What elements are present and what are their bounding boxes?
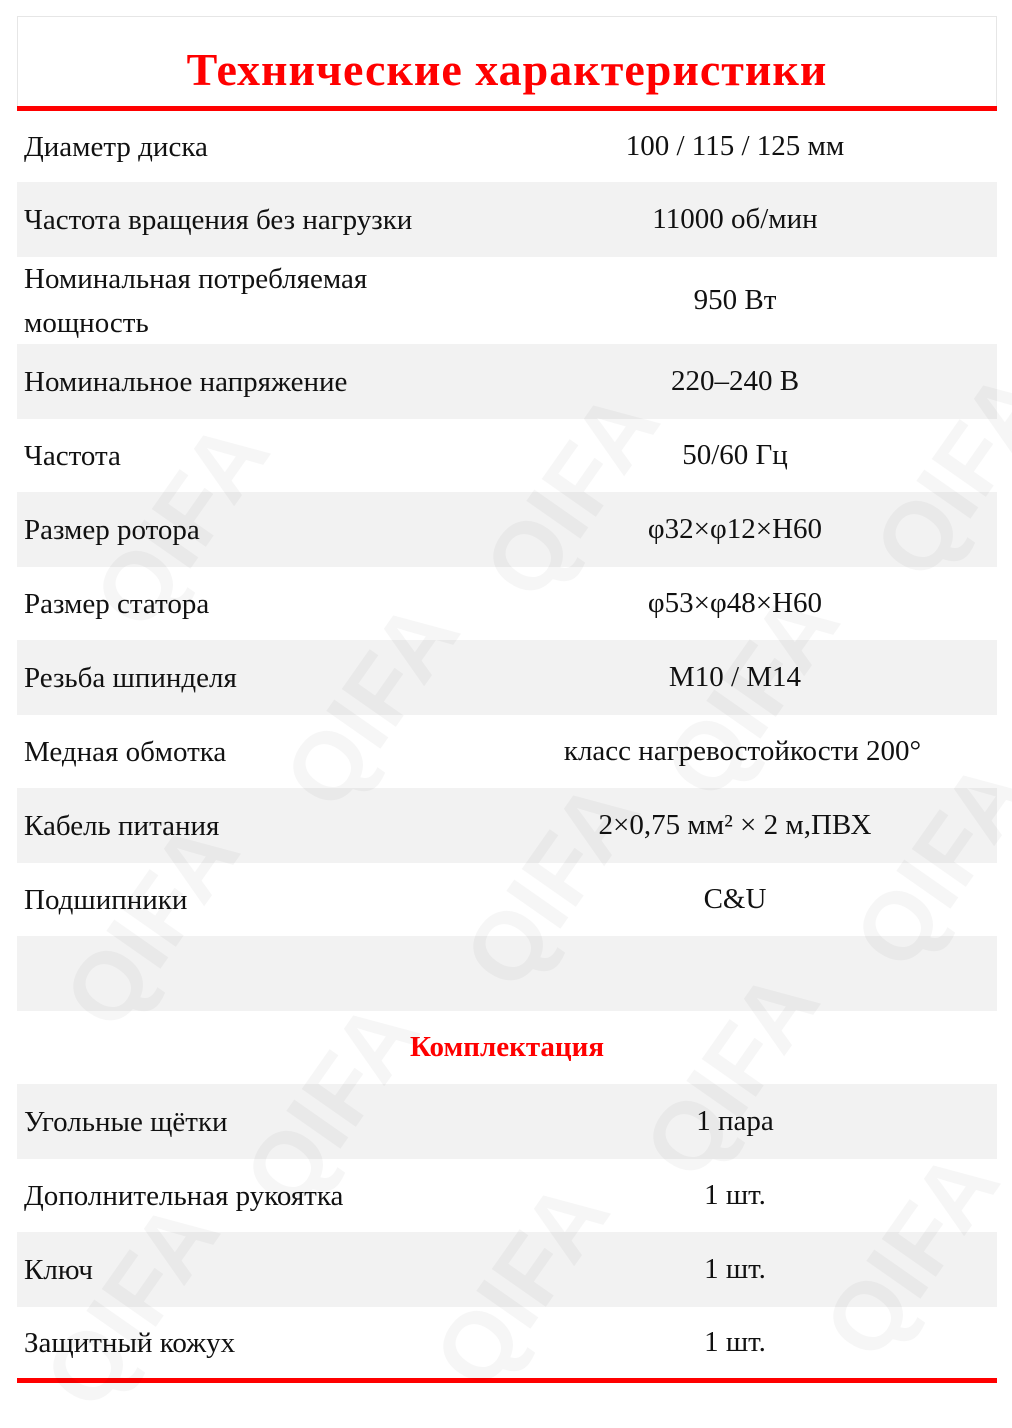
package-value: 1 шт. xyxy=(704,1253,766,1285)
spec-row xyxy=(17,715,997,788)
package-label: Защитный кожух xyxy=(24,1326,236,1359)
spec-value: 50/60 Гц xyxy=(682,439,788,471)
spec-value: C&U xyxy=(703,883,767,915)
spec-row xyxy=(17,344,997,419)
package-value: 1 шт. xyxy=(704,1179,766,1211)
page-title: Технические характеристики xyxy=(186,44,828,95)
spec-row xyxy=(17,419,997,492)
spec-value: 100 / 115 / 125 мм xyxy=(625,130,845,162)
spec-row xyxy=(17,111,997,182)
spec-row xyxy=(17,863,997,936)
spec-row xyxy=(17,788,997,863)
spec-label: Номинальное напряжение xyxy=(24,365,348,398)
spec-label: Частота вращения без нагрузки xyxy=(24,203,413,236)
spec-label: Номинальная потребляемая мощность xyxy=(24,262,368,339)
spec-row xyxy=(17,640,997,715)
spec-value: 950 Вт xyxy=(693,284,777,316)
package-row xyxy=(17,1232,997,1307)
package-value: 1 пара xyxy=(696,1105,774,1137)
package-label: Угольные щётки xyxy=(24,1105,228,1138)
spec-label: Диаметр диска xyxy=(24,130,208,163)
spec-row xyxy=(17,492,997,567)
spec-row xyxy=(17,567,997,640)
empty-row xyxy=(17,936,997,1011)
spec-label: Частота xyxy=(24,439,121,472)
spec-label: Резьба шпинделя xyxy=(24,661,237,694)
title-box xyxy=(17,16,997,106)
package-label: Ключ xyxy=(24,1253,93,1286)
package-row xyxy=(17,1307,997,1378)
spec-label: Размер ротора xyxy=(24,513,200,546)
spec-value: 11000 об/мин xyxy=(652,203,818,235)
spec-row xyxy=(17,257,997,344)
package-row xyxy=(17,1159,997,1232)
package-heading: Комплектация xyxy=(409,1031,605,1063)
spec-label: Подшипники xyxy=(24,883,188,916)
spec-row xyxy=(17,182,997,257)
spec-value: класс нагревостойкости 200° xyxy=(563,735,922,767)
spec-label: Медная обмотка xyxy=(24,735,227,768)
bottom-divider xyxy=(17,1378,997,1383)
package-label: Дополнительная рукоятка xyxy=(24,1179,344,1212)
package-value: 1 шт. xyxy=(704,1326,766,1358)
spec-value: 220–240 В xyxy=(670,365,800,397)
spec-value: φ32×φ12×H60 xyxy=(647,513,823,545)
spec-value: 2×0,75 мм² × 2 м,ПВХ xyxy=(598,809,872,841)
package-row xyxy=(17,1084,997,1159)
spec-sheet xyxy=(17,16,997,1383)
spec-label: Размер статора xyxy=(24,587,210,620)
spec-value: M10 / M14 xyxy=(668,661,802,693)
spec-label: Кабель питания xyxy=(24,809,220,842)
spec-value: φ53×φ48×H60 xyxy=(647,587,823,619)
